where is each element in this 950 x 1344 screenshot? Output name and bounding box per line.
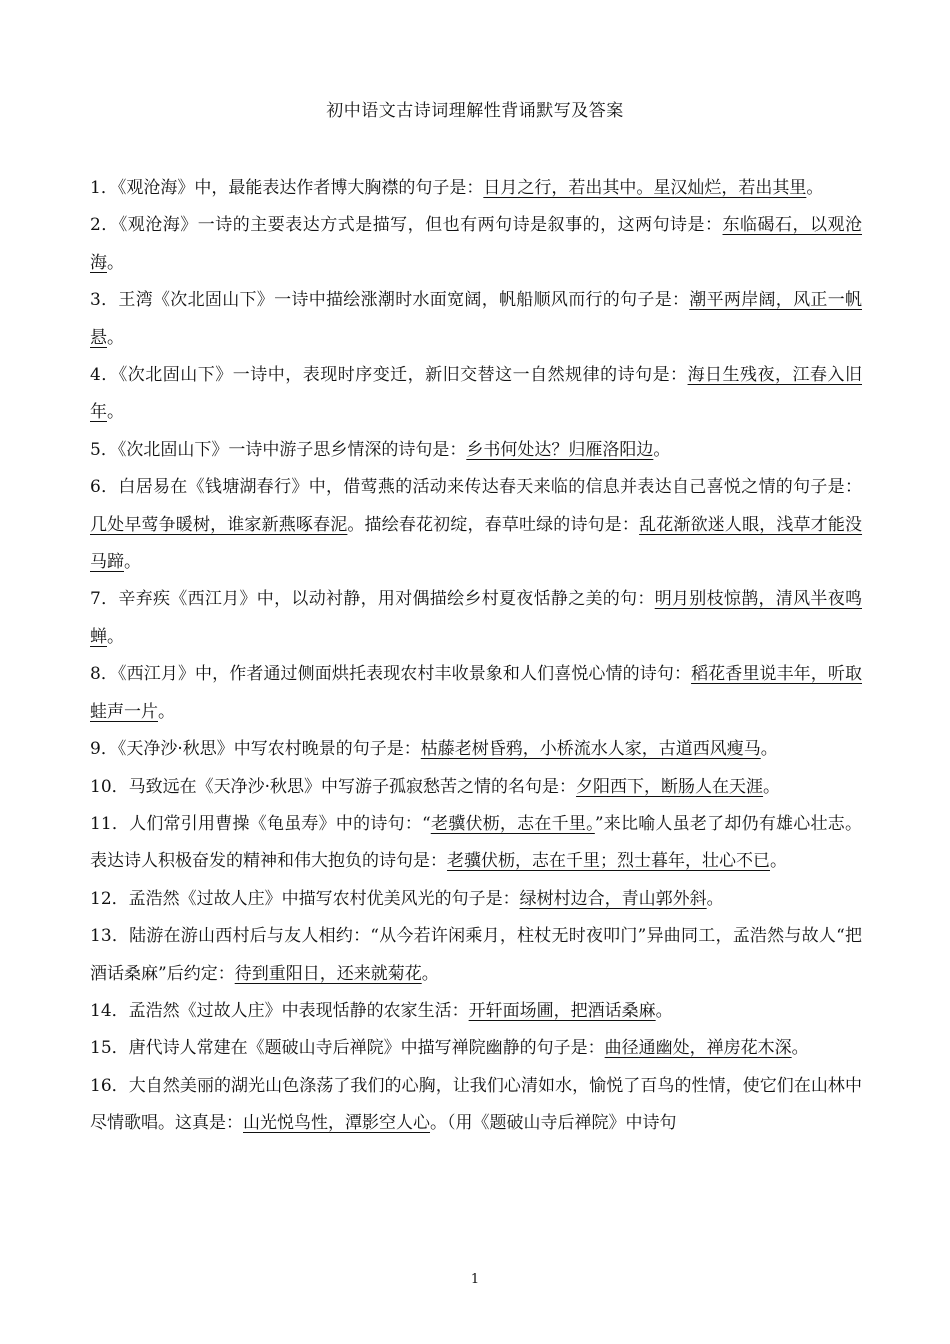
question-item: 5．《次北固山下》一诗中游子思乡情深的诗句是：乡书何处达？归雁洛阳边。 <box>90 439 671 460</box>
answer: 山光悦鸟性，潭影空人心 <box>243 1113 430 1134</box>
question-item: 12．孟浩然《过故人庄》中描写农村优美风光的句子是：绿树村边合，青山郭外斜。 <box>90 888 724 909</box>
answer: 日月之行，若出其中。星汉灿烂，若出其里 <box>483 178 807 198</box>
answer: 乱花渐欲迷人眼，浅草才能没马蹄 <box>90 514 863 573</box>
question-item: 13．陆游在游山西村后与友人相约：“从今若许闲乘月，柱杖无时夜叩门”异曲同工，孟浩然与故人“把酒话桑麻”后约定：待到重阳日，还来就菊花。 <box>90 926 862 984</box>
question-item: 2．《观沧海》一诗的主要表达方式是描写，但也有两句诗是叙事的，这两句诗是：东临碣石，以观沧海。 <box>90 215 862 273</box>
answer: 潮平两岸阔，风正一帆悬 <box>90 290 862 348</box>
answer: 开轩面场圃，把酒话桑麻 <box>468 1000 656 1021</box>
question-item: 7．辛弃疾《西江月》中，以动衬静，用对偶描绘乡村夏夜恬静之美的句：明月别枝惊鹊，清风半夜鸣蝉。 <box>90 589 862 647</box>
answer: 几处早莺争暖树，谁家新燕啄春泥 <box>90 514 348 535</box>
answer: 夕阳西下，断肠人在天涯 <box>576 776 764 797</box>
question-list <box>90 170 862 1143</box>
answer: 绿树村边合，青山郭外斜 <box>519 888 707 909</box>
answer: 老骥伏枥，志在千里；烈士暮年，壮心不已 <box>447 851 770 872</box>
question-item: 14．孟浩然《过故人庄》中表现恬静的农家生活：开轩面场圃，把酒话桑麻。 <box>90 1000 673 1021</box>
question-item: 10．马致远在《天净沙·秋思》中写游子孤寂愁苦之情的名句是：夕阳西下，断肠人在天涯。 <box>90 776 781 797</box>
question-item: 6．白居易在《钱塘湖春行》中，借莺燕的活动来传达春天来临的信息并表达自己喜悦之情的句子是：几处早莺争暖树，谁家新燕啄春泥。描绘春花初绽，春草吐绿的诗句是：乱花渐欲迷人眼，浅草才能没马蹄。 <box>90 477 863 573</box>
answer: 乡书何处达？归雁洛阳边 <box>466 439 654 460</box>
answer: 东临碣石，以观沧海 <box>90 215 862 273</box>
answer: 明月别枝惊鹊，清风半夜鸣蝉 <box>90 589 862 647</box>
question-item: 3．王湾《次北固山下》一诗中描绘涨潮时水面宽阔，帆船顺风而行的句子是：潮平两岸阔，风正一帆悬。 <box>90 290 862 348</box>
question-item: 16．大自然美丽的湖光山色涤荡了我们的心胸，让我们心清如水，愉悦了百鸟的性情，使它们在山林中尽情歌唱。这真是：山光悦鸟性，潭影空人心。（用《题破山寺后禅院》中诗句 <box>90 1075 862 1134</box>
question-item: 4．《次北固山下》一诗中，表现时序变迁，新旧交替这一自然规律的诗句是：海日生残夜，江春入旧年。 <box>90 365 862 423</box>
answer: 海日生残夜，江春入旧年 <box>90 365 862 423</box>
page-number: 1 <box>470 1272 480 1287</box>
question-item: 8．《西江月》中，作者通过侧面烘托表现农村丰收景象和人们喜悦心情的诗句：稻花香里说丰年，听取蛙声一片。 <box>90 664 862 722</box>
question-item: 11．人们常引用曹操《龟虽寿》中的诗句：“老骥伏枥，志在千里。”来比喻人虽老了却仍有雄心壮志。表达诗人积极奋发的精神和伟大抱负的诗句是：老骥伏枥，志在千里；烈士暮年，壮心不已。 <box>90 813 862 872</box>
page-title: 初中语文古诗词理解性背诵默写及答案 <box>326 101 624 121</box>
answer: 稻花香里说丰年，听取蛙声一片 <box>90 664 862 722</box>
question-item: 9．《天净沙·秋思》中写农村晚景的句子是：枯藤老树昏鸦，小桥流水人家，古道西风瘦马。 <box>90 739 778 760</box>
answer: 枯藤老树昏鸦，小桥流水人家，古道西风瘦马 <box>420 739 761 760</box>
answer: 老骥伏枥，志在千里。 <box>430 813 595 834</box>
question-item: 15．唐代诗人常建在《题破山寺后禅院》中描写禅院幽静的句子是：曲径通幽处，禅房花木深。 <box>90 1038 809 1059</box>
answer: 待到重阳日，还来就菊花 <box>234 963 422 984</box>
question-item: 1．《观沧海》中，最能表达作者博大胸襟的句子是：日月之行，若出其中。星汉灿烂，若出其里。 <box>90 178 824 198</box>
answer: 曲径通幽处，禅房花木深 <box>604 1038 792 1059</box>
